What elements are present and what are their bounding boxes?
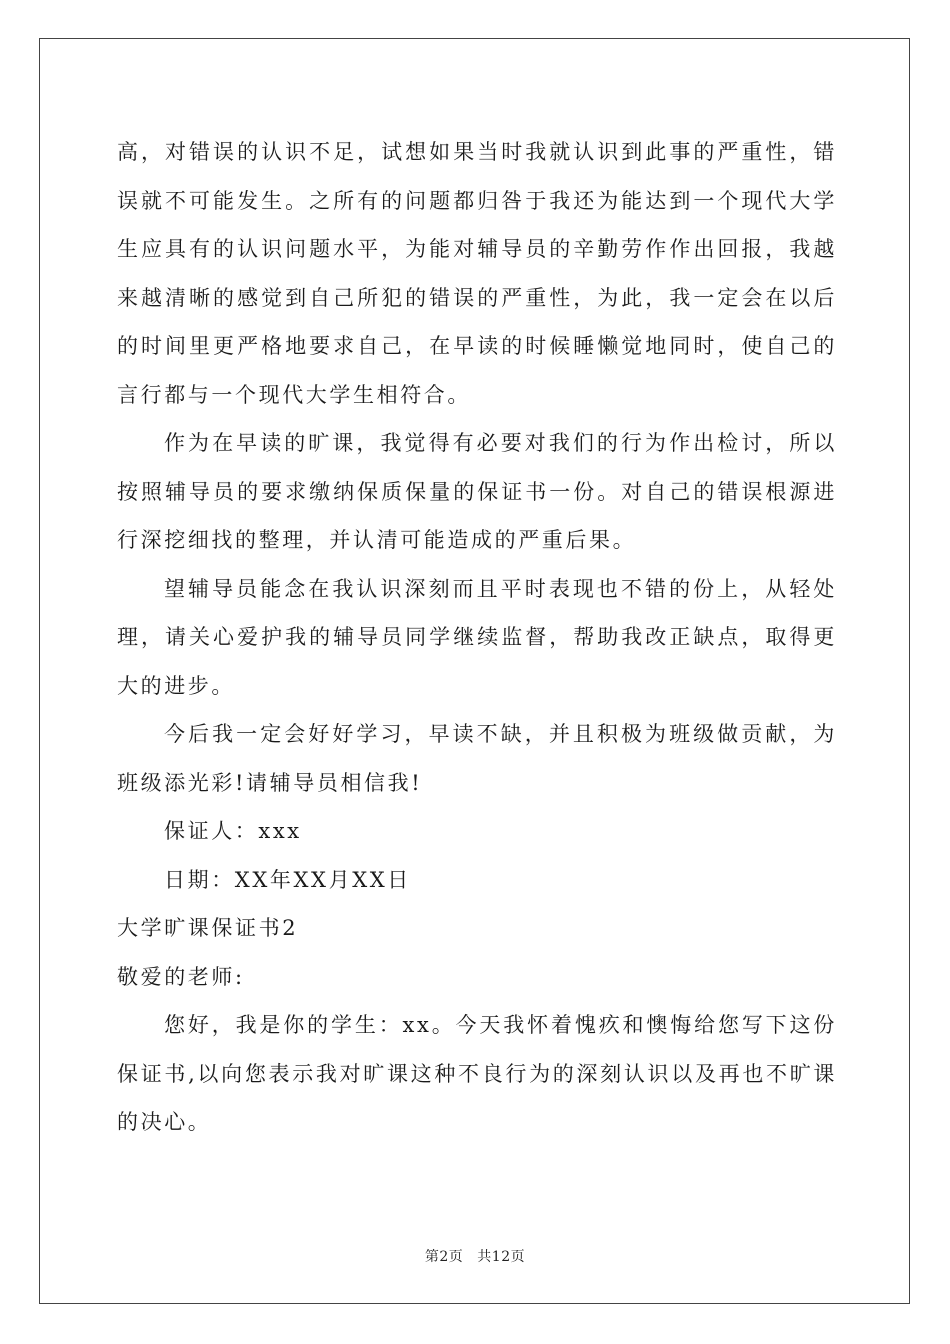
paragraph-promise: 今后我一定会好好学习，早读不缺，并且积极为班级做贡献，为班级添光彩!请辅导员相信我!	[117, 722, 837, 795]
page-footer	[0, 1246, 950, 1266]
paragraph-request: 望辅导员能念在我认识深刻而且平时表现也不错的份上，从轻处理，请关心爱护我的辅导员同学继续监督，帮助我改正缺点，取得更大的进步。	[117, 576, 837, 698]
section-title: 大学旷课保证书2	[117, 916, 299, 940]
date-line: 日期：XX年XX月XX日	[164, 867, 411, 892]
paragraph-continuation: 高，对错误的认识不足，试想如果当时我就认识到此事的严重性，错误就不可能发生。之所有的问题都归咎于我还为能达到一个现代大学生应具有的认识问题水平，为能对辅导员的辛勤劳作作出回报，我越来越清晰的感觉到自己所犯的错误的严重性，为此，我一定会在以后的时间里更严格地要求自己，在早读的时候睡懒觉地同时，使自己的言行都与一个现代大学生相符合。	[117, 140, 837, 407]
page-number: 第2页	[424, 1249, 464, 1265]
paragraph-self-review: 作为在早读的旷课，我觉得有必要对我们的行为作出检讨，所以按照辅导员的要求缴纳保质保量的保证书一份。对自己的错误根源进行深挖细找的整理，并认清可能造成的严重后果。	[117, 431, 837, 552]
salutation: 敬爱的老师:	[117, 964, 245, 989]
document-body	[117, 128, 837, 1147]
paragraph-greeting: 您好，我是你的学生：xx。今天我怀着愧疚和懊悔给您写下这份保证书,以向您表示我对旷课这种不良行为的深刻认识以及再也不旷课的决心。	[117, 1013, 837, 1134]
page-total: 共12页	[477, 1249, 526, 1265]
guarantor-line: 保证人：xxx	[164, 819, 302, 843]
